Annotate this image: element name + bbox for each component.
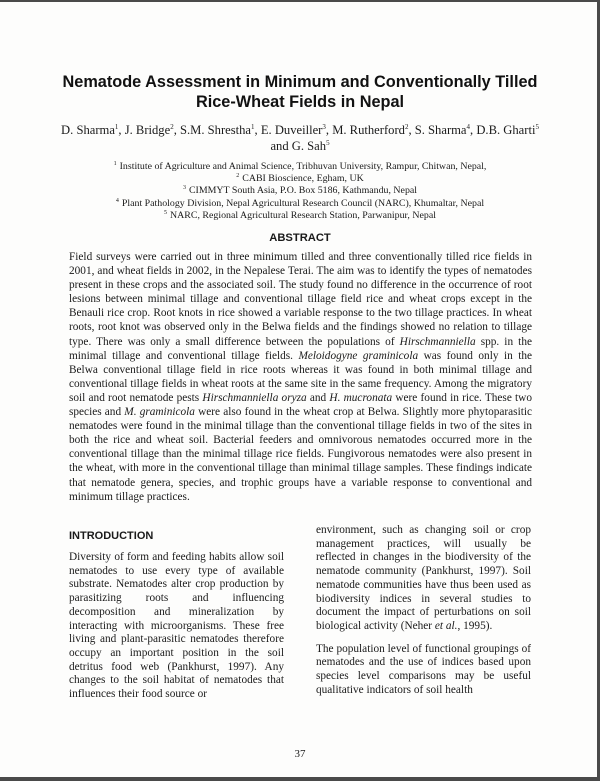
introduction-paragraph: The population level of functional groupings of nematodes and the use of indices based upon species level comparisons may be useful qualitative indicators of soil health — [316, 642, 531, 696]
abstract-body: Field surveys were carried out in three minimum tilled and three conventionally tilled rice fields in 2001, and wheat fields in 2002, in the Nepalese Terai. The aim was to identify the types of nematodes present in these crops and the associated soil. The study found no difference in the occurrence of root lesions between minimal tillage and conventional tillage field rice and wheat crops except in the Benauli rice crop. Root knots in rice showed a variable response to the two tillage practices. In wheat roots, root knot was observed only in the Belwa fields and the findings showed no relation to tillage type. There was only a small difference between the populations of Hirschmanniella spp. in the minimal tillage and conventional tillage fields. Meloidogyne graminicola was found only in the Belwa conventional tillage field in rice roots whereas it was found in both minimal tillage and conventional tillage fields in wheat roots at the same site in the same frequency. Among the migratory soil and root nematode pests Hirschmanniella oryza and H. mucronata were found in rice. These two species and M. graminicola were also found in the wheat crop at Belwa. Slightly more phytoparasitic nematodes were found in the minimal tillage than the conventional tillage fields in two of the sites in both the rice and wheat soil. Bacterial feeders and omnivorous nematodes occurred more in the conventional tillage than the minimal tillage rice fields. Fungivorous nematodes were also present in the wheat, with more in the conventional tillage than minimal tillage samples. These findings indicate that nematode genera, species, and trophic groups have a variable response to conventional and minimum tillage practices. — [69, 251, 532, 503]
paper-title — [60, 72, 540, 112]
author: D. Sharma$^1$, — [61, 123, 125, 137]
author: S.M. Shrestha$^1$, — [180, 123, 261, 137]
affiliation: $^5$ NARC, Regional Agricultural Research Station, Parwanipur, Nepal — [164, 209, 436, 221]
author: M. Rutherford$^2$, — [332, 123, 415, 137]
left-column — [69, 528, 284, 711]
affiliation: $^3$ CIMMYT South Asia, P.O. Box 5186, Kathmandu, Nepal — [182, 185, 418, 197]
author-list — [60, 123, 540, 154]
affiliation: $^2$ CABI Bioscience, Egham, UK — [236, 173, 364, 185]
affiliation: $^1$ Institute of Agriculture and Animal Science, Tribhuvan University, Rampur, Chitwan, Nepal, — [113, 161, 487, 172]
page-number: 37 — [294, 748, 306, 760]
title-line-1: Nematode Assessment in Minimum and Conventionally Tilled — [62, 73, 538, 91]
author: D.B. Gharti$^5$ — [476, 123, 539, 137]
author: and G. Sah$^5$ — [270, 138, 330, 153]
title-line-2: Rice-Wheat Fields in Nepal — [195, 93, 405, 111]
affiliation: $^4$ Plant Pathology Division, Nepal Agricultural Research Council (NARC), Khumaltar, Nepal — [115, 197, 485, 209]
author: E. Duveiller$^3$, — [260, 123, 333, 137]
affiliation-list — [90, 161, 510, 222]
introduction-paragraph: Diversity of form and feeding habits allow soil nematodes to use every type of available substrate. Nematodes alter crop production by parasitizing roots and influencing decomposition and mineralization by interacting with microorganisms. These free living and plant-parasitic nematodes therefore occupy an important position in the soil detritus food web (Pankhurst, 1997). Any changes to the soil habitat of nematodes that influences their food source or — [69, 551, 284, 701]
introduction-heading: INTRODUCTION — [69, 530, 154, 542]
introduction-paragraph: environment, such as changing soil or crop management practices, will usually be reflected in changes in the biodiversity of the nematode community (Pankhurst, 1997). Soil nematode communities have thus been used as biodiversity indices in several studies to document the impact of perturbations on soil biological activity (Neher et al., 1995). — [316, 524, 531, 632]
right-column — [316, 524, 531, 706]
author: S. Sharma$^4$, — [414, 123, 477, 137]
author: J. Bridge$^2$, — [124, 123, 180, 137]
abstract-heading: ABSTRACT — [269, 232, 331, 244]
